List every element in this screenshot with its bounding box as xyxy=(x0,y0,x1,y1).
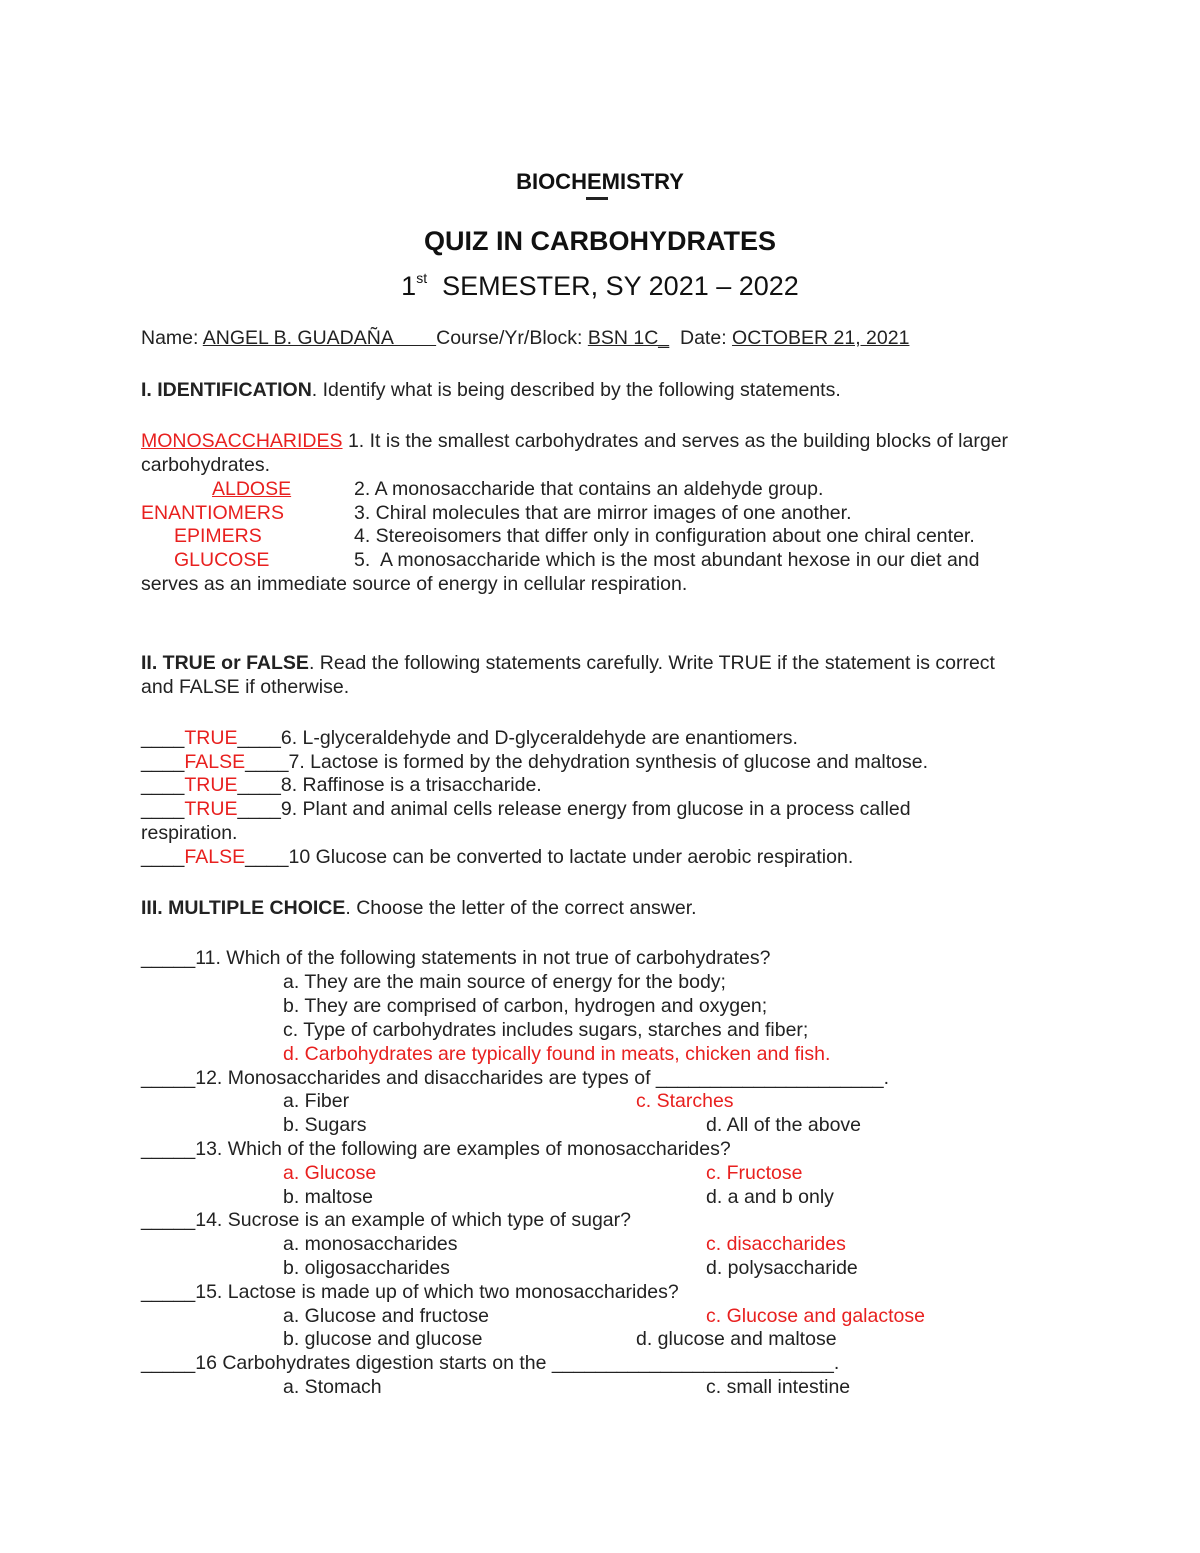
tf-answer: FALSE xyxy=(184,846,246,868)
tf-answer: TRUE xyxy=(184,774,238,796)
choice: a. Fiber xyxy=(283,1090,350,1112)
choice: d. a and b only xyxy=(706,1186,834,1208)
section2-instruction: . Read the following statements carefully. Write TRUE if the statement is correct xyxy=(308,652,995,674)
name-label: Name: xyxy=(141,327,199,349)
identification-item-1-cont: carbohydrates. xyxy=(141,454,270,476)
choice-answer: c. Glucose and galactose xyxy=(706,1305,925,1327)
question-stem: _____13. Which of the following are examples of monosaccharides? xyxy=(141,1138,731,1160)
choice: c. small intestine xyxy=(706,1376,851,1398)
blank: ____ xyxy=(141,798,185,820)
identification-item-1 xyxy=(141,429,1008,453)
question-stem: _____16 Carbohydrates digestion starts on the __________________________. xyxy=(141,1352,840,1374)
semester-text: SEMESTER, SY 2021 – 2022 xyxy=(442,271,799,301)
date-label: Date: xyxy=(680,327,727,349)
choice: a. monosaccharides xyxy=(283,1233,458,1255)
section1-heading: I. IDENTIFICATION xyxy=(141,379,312,401)
tf-answer: FALSE xyxy=(184,751,246,773)
section1-instruction: . Identify what is being described by the following statements. xyxy=(311,379,841,401)
blank: ____ xyxy=(141,751,185,773)
tf-statement: ____6. L-glyceraldehyde and D-glyceraldehyde are enantiomers. xyxy=(237,727,798,749)
identification-question: 4. Stereoisomers that differ only in configuration about one chiral center. xyxy=(354,525,975,547)
blank: ____ xyxy=(141,846,185,868)
blank: ____ xyxy=(141,727,185,749)
section2-heading-line xyxy=(141,651,995,675)
identification-answer: GLUCOSE xyxy=(174,549,270,571)
choice-answer: d. Carbohydrates are typically found in meats, chicken and fish. xyxy=(283,1043,831,1065)
tf-answer: TRUE xyxy=(184,798,238,820)
blank: ____ xyxy=(141,774,185,796)
true-false-item xyxy=(141,845,853,869)
identification-answer: ALDOSE xyxy=(212,478,292,500)
choice-answer: c. Fructose xyxy=(706,1162,803,1184)
identification-answer: MONOSACCHARIDES xyxy=(141,430,343,452)
identification-answer: ENANTIOMERS xyxy=(141,502,285,524)
section3-heading: III. MULTIPLE CHOICE xyxy=(141,897,346,919)
student-info xyxy=(141,326,909,350)
choice: c. Type of carbohydrates includes sugars, starches and fiber; xyxy=(283,1019,809,1041)
identification-question: 3. Chiral molecules that are mirror images of one another. xyxy=(354,502,852,524)
question-stem: _____11. Which of the following statements in not true of carbohydrates? xyxy=(141,947,771,969)
true-false-item xyxy=(141,773,542,797)
tf-statement: ____10 Glucose can be converted to lactate under aerobic respiration. xyxy=(245,846,854,868)
choice: b. They are comprised of carbon, hydrogen and oxygen; xyxy=(283,995,768,1017)
semester-suffix: st xyxy=(416,270,428,286)
tf-statement: ____8. Raffinose is a trisaccharide. xyxy=(237,774,542,796)
true-false-item xyxy=(141,726,798,750)
section2-heading: II. TRUE or FALSE xyxy=(141,652,309,674)
subject-title: BIOCHEMISTRY xyxy=(516,169,684,194)
choice-answer: a. Glucose xyxy=(283,1162,377,1184)
section3-instruction: . Choose the letter of the correct answer. xyxy=(345,897,697,919)
course-label: Course/Yr/Block: xyxy=(436,327,583,349)
choice: b. glucose and glucose xyxy=(283,1328,483,1350)
question-stem: _____12. Monosaccharides and disaccharides are types of _____________________. xyxy=(141,1067,890,1089)
choice: b. maltose xyxy=(283,1186,373,1208)
identification-question: 5. A monosaccharide which is the most abundant hexose in our diet and xyxy=(354,549,980,571)
semester-line xyxy=(0,268,1200,301)
tf-statement: ____7. Lactose is formed by the dehydration synthesis of glucose and maltose. xyxy=(245,751,929,773)
date-value: OCTOBER 21, 2021 xyxy=(732,327,910,349)
true-false-item xyxy=(141,750,928,774)
identification-question: 2. A monosaccharide that contains an aldehyde group. xyxy=(354,478,824,500)
identification-item-5-cont: serves as an immediate source of energy in cellular respiration. xyxy=(141,573,688,595)
tf-answer: TRUE xyxy=(184,727,238,749)
choice-answer: c. Starches xyxy=(636,1090,734,1112)
quiz-title: QUIZ IN CARBOHYDRATES xyxy=(423,226,776,256)
semester-number: 1 xyxy=(401,271,417,301)
choice: d. glucose and maltose xyxy=(636,1328,837,1350)
true-false-item-cont: respiration. xyxy=(141,822,238,844)
choice-answer: c. disaccharides xyxy=(706,1233,846,1255)
section3-heading-line xyxy=(141,896,697,920)
tf-statement: ____9. Plant and animal cells release energy from glucose in a process called xyxy=(237,798,911,820)
choice: d. polysaccharide xyxy=(706,1257,858,1279)
decorative-mark xyxy=(586,197,608,200)
choice: a. Stomach xyxy=(283,1376,382,1398)
section1-heading-line xyxy=(141,378,841,402)
choice: a. They are the main source of energy for the body; xyxy=(283,971,726,993)
true-false-item xyxy=(141,797,911,821)
choice: a. Glucose and fructose xyxy=(283,1305,489,1327)
question-stem: _____15. Lactose is made up of which two monosaccharides? xyxy=(141,1281,679,1303)
course-value: BSN 1C_ xyxy=(587,327,670,349)
section2-instruction-cont: and FALSE if otherwise. xyxy=(141,676,350,698)
identification-answer: EPIMERS xyxy=(174,525,262,547)
choice: b. oligosaccharides xyxy=(283,1257,450,1279)
name-value: ANGEL B. GUADAÑA xyxy=(202,327,437,349)
question-stem: _____14. Sucrose is an example of which type of sugar? xyxy=(141,1209,631,1231)
choice: b. Sugars xyxy=(283,1114,367,1136)
choice: d. All of the above xyxy=(706,1114,862,1136)
identification-question: 1. It is the smallest carbohydrates and serves as the building blocks of larger xyxy=(342,430,1009,452)
